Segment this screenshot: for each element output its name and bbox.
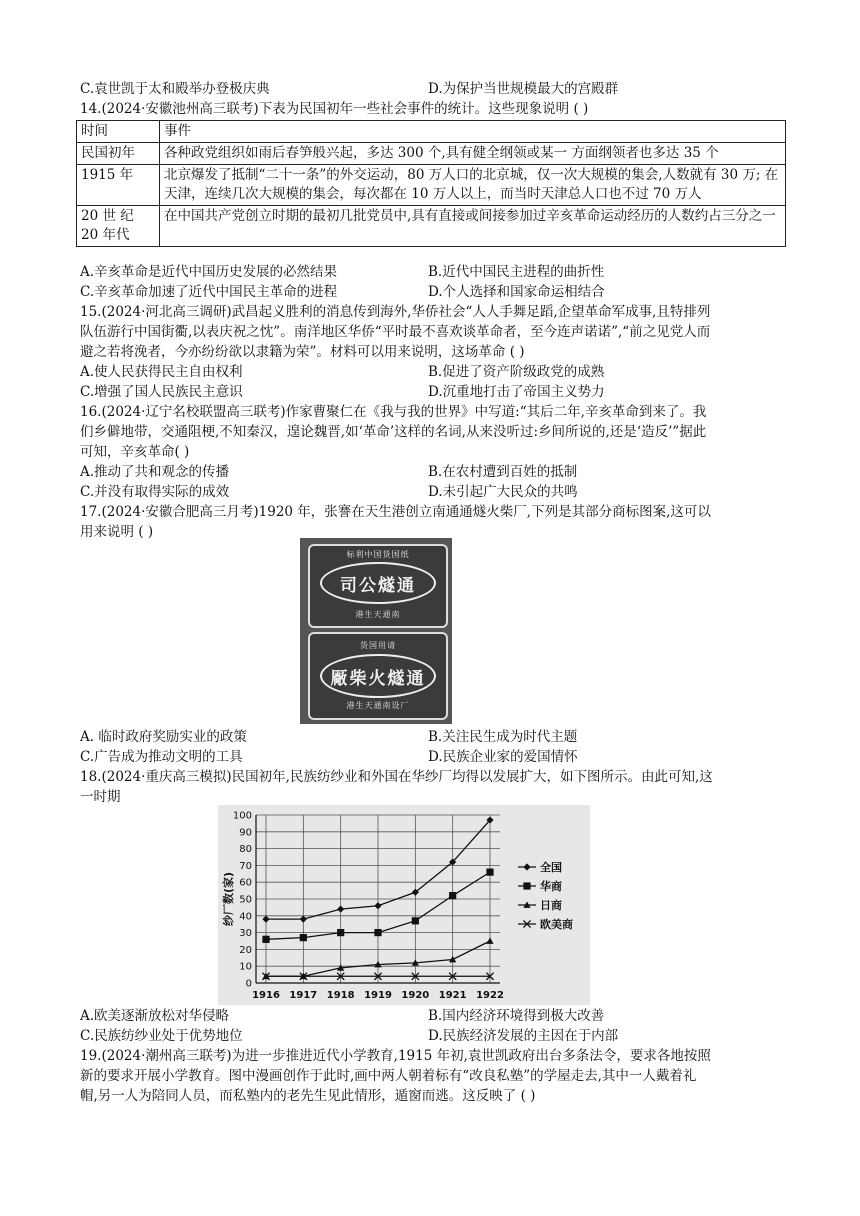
x-tick-label: 1917 (289, 990, 318, 1001)
legend-label: 日商 (540, 899, 562, 912)
label-bottom-main-text: 厰柴火燧通 (320, 654, 436, 698)
label-bottom-bottom-text: 港生天通南设厂 (346, 701, 410, 710)
table-cell-event: 北京爆发了抵制“二十一条”的外交运动，80 万人口的北京城，仅一次大规模的集会,人数就有 30 万; 在天津，连续几次大规模的集会，每次都在 10 万人以上，而当时天津总人口也不过 70 万人 (160, 165, 786, 206)
event-table (76, 120, 786, 247)
data-point (374, 902, 381, 909)
q14-option-a: A.辛亥革命是近代中国历史发展的必然结果 (80, 264, 338, 280)
q17-option-c: C.广告成为推动文明的工具 (80, 749, 243, 765)
data-point (449, 892, 456, 899)
question-17-line-2: 用来说明 ( ) (80, 524, 154, 540)
legend-label: 全国 (540, 861, 562, 874)
question-16-line-1: 16.(2024·辽宁名校联盟高三联考)作家曹聚仁在《我与我的世界》中写道:“其后二年,辛亥革命到来了。我 (80, 404, 707, 420)
data-point (262, 936, 269, 943)
y-tick-label: 100 (232, 810, 252, 822)
table-header-time: 时间 (77, 121, 160, 143)
question-18-line-2: 一时期 (80, 789, 121, 805)
q15-option-d: D.沉重地打击了帝国主义势力 (428, 384, 605, 400)
x-tick-label: 1921 (438, 990, 467, 1001)
x-tick-label: 1922 (476, 990, 504, 1001)
data-point (262, 916, 269, 923)
y-tick-label: 0 (245, 978, 252, 990)
match-label-image (300, 538, 452, 724)
legend-marker (523, 882, 530, 889)
y-tick-label: 20 (239, 944, 252, 956)
q18-option-a: A.欧美逐渐放松对华侵略 (80, 1008, 230, 1024)
table-cell-event: 各种政党组织如雨后春笋般兴起，多达 300 个,具有健全纲领或某一 方面纲领者也多达 35 个 (160, 143, 786, 165)
q16-option-a: A.推动了共和观念的传播 (80, 464, 230, 480)
legend-label: 华商 (540, 880, 562, 893)
q14-option-b: B.近代中国民主进程的曲折性 (428, 264, 605, 280)
data-point (300, 934, 307, 941)
table-row (77, 165, 786, 206)
table-row (77, 143, 786, 165)
data-point (374, 929, 381, 936)
x-tick-label: 1920 (401, 990, 430, 1001)
q18-option-c: C.民族纺纱业处于优势地位 (80, 1028, 243, 1044)
question-19-line-3: 帽,另一人为陪同人员，而私塾内的老先生见此情形，遁窗而逃。这反映了 ( ) (80, 1088, 536, 1104)
y-tick-label: 10 (239, 961, 252, 973)
y-tick-label: 90 (239, 827, 252, 839)
data-point (412, 917, 419, 924)
q15-option-b: B.促进了资产阶级政党的成熟 (428, 364, 605, 380)
trademark-label-bottom (308, 632, 448, 720)
y-tick-label: 40 (239, 911, 252, 923)
label-top-main-text: 司公燧通 (320, 562, 436, 604)
question-16-line-2: 们乡僻地带，交通阻梗,不知秦汉，遑论魏晋,如‘革命’这样的名词,从来没听过:乡间所说的,还是‘造反’”据此 (80, 424, 707, 440)
q14-option-c: C.辛亥革命加速了近代中国民主革命的进程 (80, 284, 338, 300)
y-tick-label: 50 (239, 894, 252, 906)
data-point (337, 905, 344, 912)
label-top-bottom-text: 港生天通南 (355, 610, 401, 619)
y-axis-label: 纱厂数(家) (222, 871, 235, 927)
question-19-line-2: 新的要求开展小学教育。图中漫画创作于此时,画中两人朝着标有“改良私塾”的学屋走去,其中一人戴着礼 (80, 1068, 697, 1084)
question-19-line-1: 19.(2024·潮州高三联考)为进一步推进近代小学教育,1915 年初,袁世凯政府出台多条法令，要求各地按照 (80, 1048, 711, 1064)
trademark-label-top (308, 544, 448, 628)
table-cell-time: 1915 年 (77, 165, 160, 206)
chart-svg (218, 805, 590, 1005)
question-17-line-1: 17.(2024·安徽合肥高三月考)1920 年，张謇在天生港创立南通通燧火柴厂,下列是其部分商标图案,这可以 (80, 504, 711, 520)
q17-option-b: B.关注民生成为时代主题 (428, 729, 578, 745)
table-row (77, 206, 786, 247)
data-point (486, 937, 493, 943)
q18-option-b: B.国内经济环境得到极大改善 (428, 1008, 605, 1024)
table-header-event: 事件 (160, 121, 786, 143)
question-14: 14.(2024·安徽池州高三联考)下表为民国初年一些社会事件的统计。这些现象说明 ( ) (80, 101, 589, 117)
q18-option-d: D.民族经济发展的主因在于内部 (428, 1028, 619, 1044)
q15-option-a: A.使人民获得民主自由权利 (80, 364, 243, 380)
x-tick-label: 1916 (252, 990, 280, 1001)
data-point (300, 916, 307, 923)
option-d-prev: D.为保护当世规模最大的宫殿群 (428, 81, 619, 97)
question-16-line-3: 可知，辛亥革命( ) (80, 444, 190, 460)
question-15-line-1: 15.(2024·河北高三调研)武昌起义胜利的消息传到海外,华侨社会“人人手舞足蹈,企望革命军成事,且特排列 (80, 304, 711, 320)
q17-option-d: D.民族企业家的爱国情怀 (428, 749, 578, 765)
data-point (486, 869, 493, 876)
label-top-arc-text: 标利中国货国纸 (346, 550, 410, 559)
y-tick-label: 70 (239, 860, 252, 872)
table-cell-event: 在中国共产党创立时期的最初几批党员中,具有直接或间接参加过辛亥革命运动经历的人数约占三分之一 (160, 206, 786, 247)
y-tick-label: 30 (239, 928, 252, 940)
option-c-prev: C.袁世凯于太和殿举办登极庆典 (80, 81, 270, 97)
legend-marker (523, 863, 530, 870)
q16-option-b: B.在农村遭到百姓的抵制 (428, 464, 578, 480)
q15-option-c: C.增强了国人民族民主意识 (80, 384, 243, 400)
spinning-mills-chart (218, 805, 590, 1005)
data-point (337, 929, 344, 936)
x-tick-label: 1919 (364, 990, 392, 1001)
q14-option-d: D.个人选择和国家命运相结合 (428, 284, 605, 300)
y-tick-label: 80 (239, 844, 252, 856)
legend-label: 欧美商 (540, 918, 573, 931)
table-cell-time: 20 世 纪 20 年代 (77, 206, 160, 247)
question-15-line-2: 队伍游行中国街衢,以表庆祝之忱”。南洋地区华侨“平时最不喜欢谈革命者，至今连声诺诺”,“前之见党人而 (80, 324, 711, 340)
table-header-row (77, 121, 786, 143)
question-15-line-3: 避之若将浼者，今亦纷纷欲以隶籍为荣”。材料可以用来说明，这场革命 ( ) (80, 344, 525, 360)
label-bottom-arc-text: 货国用请 (360, 641, 396, 650)
x-tick-label: 1918 (326, 990, 355, 1001)
y-tick-label: 60 (239, 877, 252, 889)
q16-option-d: D.未引起广大民众的共鸣 (428, 484, 578, 500)
table-cell-time: 民国初年 (77, 143, 160, 165)
q16-option-c: C.并没有取得实际的成效 (80, 484, 230, 500)
question-18-line-1: 18.(2024·重庆高三模拟)民国初年,民族纺纱业和外国在华纱厂均得以发展扩大，如下图所示。由此可知,这 (80, 769, 713, 785)
q17-option-a: A. 临时政府奖励实业的政策 (80, 729, 247, 745)
